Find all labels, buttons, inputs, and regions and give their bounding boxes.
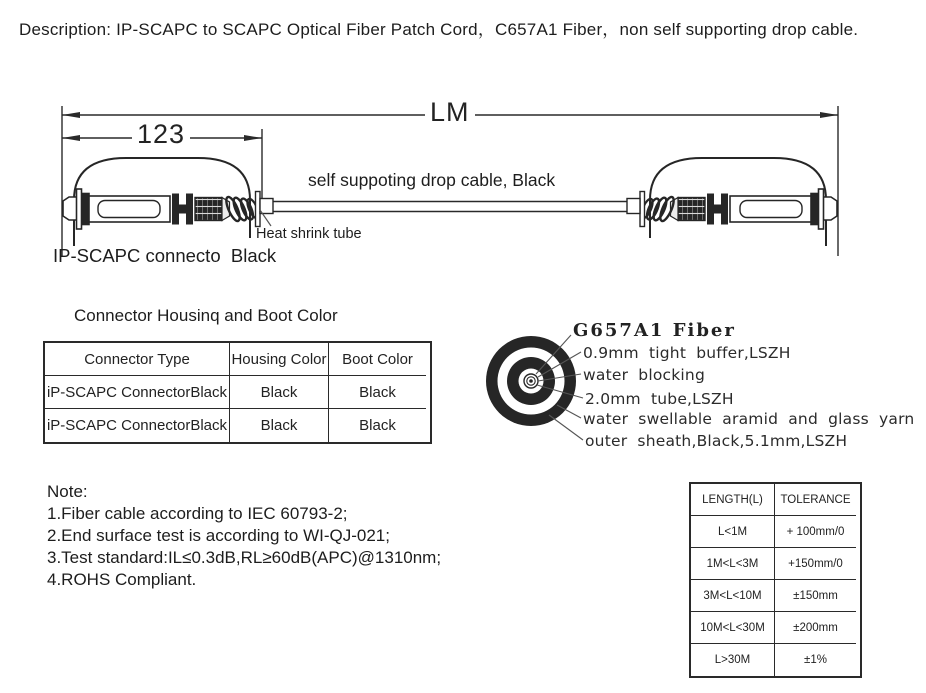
fiber-layer-label: water blocking [583, 366, 705, 384]
left-connector [63, 158, 273, 246]
table-cell: iP-SCAPC ConnectorBlack [45, 376, 230, 409]
table-cell: +150mm/0 [775, 548, 856, 580]
fiber-layer-label: 2.0mm tube,LSZH [585, 390, 734, 408]
table-cell: 3M<L<10M [691, 580, 775, 612]
connector-color-table [43, 341, 432, 444]
notes-block [47, 481, 441, 591]
cable-label: self suppoting drop cable, Black [308, 170, 556, 190]
column-header: Boot Color [329, 343, 426, 376]
note-item: 1.Fiber cable according to IEC 60793-2; [47, 504, 348, 523]
table-cell: ±1% [804, 654, 827, 666]
fiber-layer-label: water swellable aramid and glass yarn [583, 410, 915, 428]
notes-title: Note: [47, 482, 88, 501]
table-cell: Black [230, 409, 329, 442]
table-cell: iP-SCAPC ConnectorBlack [45, 409, 230, 442]
table-cell: L>30M [691, 644, 775, 676]
table-cell: ±200mm [775, 612, 856, 644]
table-cell: 1M<L<3M [691, 548, 775, 580]
dimension-connector-label: 123 [132, 119, 190, 150]
fiber-cross-section [486, 335, 583, 440]
table-cell: + 100mm/0 [775, 516, 856, 548]
table-cell: ±150mm [775, 580, 856, 612]
dimension-overall-label: LM [425, 97, 475, 128]
column-header: LENGTH(L) [691, 484, 775, 516]
table-cell: Black [359, 417, 396, 434]
right-connector [627, 158, 837, 246]
column-header: Housing Color [230, 343, 329, 376]
connector-label: IP-SCAPC connecto Black [53, 245, 277, 266]
note-item: 4.ROHS Compliant. [47, 570, 197, 589]
table-cell: Black [230, 376, 329, 409]
description-text: Description: IP-SCAPC to SCAPC Optical Fiber Patch Cord，C657A1 Fiber，non self supporting drop cable. [19, 20, 859, 39]
drop-cable [272, 202, 628, 212]
fiber-type-title: G657A1 Fiber [573, 320, 736, 341]
table-cell: 10M<L<30M [691, 612, 775, 644]
column-header: TOLERANCE [775, 484, 856, 516]
note-item: 2.End surface test is according to WI-QJ-021; [47, 526, 390, 545]
table-cell: L<1M [691, 516, 775, 548]
connector-table-title: Connector Housinq and Boot Color [74, 306, 338, 325]
column-header: Connector Type [45, 343, 230, 376]
fiber-layer-label: 0.9mm tight buffer,LSZH [583, 344, 791, 362]
fiber-layer-label: outer sheath,Black,5.1mm,LSZH [585, 432, 848, 450]
table-cell: Black [329, 376, 426, 409]
length-tolerance-table [689, 482, 862, 678]
heat-shrink-label: Heat shrink tube [256, 226, 362, 242]
note-item: 3.Test standard:IL≤0.3dB,RL≥60dB(APC)@1310nm; [47, 548, 442, 567]
